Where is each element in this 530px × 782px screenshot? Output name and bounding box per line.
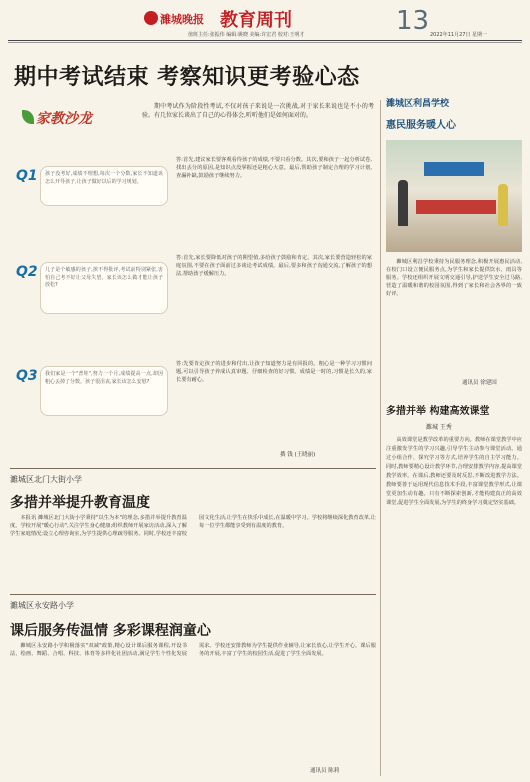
answer-text: 答:首先,家长要降低对孩子的期望值,多给孩子鼓励和肯定。其次,家长要营造轻松的家庭氛围,不要在孩子面前过多谈论考试成绩。最后,要多和孩子沟通交流,了解孩子的想法,帮助孩子缓解压力。 <box>176 255 372 277</box>
page-headline: 期中考试结束 考察知识更考验心态 <box>14 65 360 90</box>
question-card <box>40 262 168 314</box>
right-top-title: 惠民服务暖人心 <box>386 120 456 131</box>
article-b-title: 课后服务传温情 多彩课程润童心 <box>10 623 211 639</box>
question-text: 孩子没考好,成绩不理想,每次一个分数,家长不知道该怎么开导孩子,让孩子做好以后的学习规划。 <box>45 171 163 185</box>
section-title: 教育周刊 <box>220 10 292 31</box>
section-rule <box>10 468 376 469</box>
article-a-district: 濉城区北门大街小学 <box>10 475 82 484</box>
masthead-date: 2022年11月27日 星期一 <box>430 32 488 38</box>
answer-text: 答:先要肯定孩子的进步和付出,让孩子知道努力是有回报的。粗心是一种学习习惯问题,可以引导孩子养成认真审题、仔细检查的好习惯。成绩是一时的,习惯是长久的,家长要有耐心。 <box>176 361 372 383</box>
column-logo-text: 家教沙龙 <box>36 111 92 127</box>
article-c-byline: 濉城 王秀 <box>426 424 452 431</box>
right-top-body: 濉城区利昌学校秉持为民服务理念,积极开展惠民活动,在校门口设立便民服务点,为学生和家长提供饮水、雨具等服务。学校还组织开展文明交通引导,护送学生安全过马路,营造了温暖和谐的校园氛围,得到了家长和社会各界的一致好评。 <box>386 259 522 297</box>
photo-table-icon <box>416 200 496 214</box>
article-c-body: 高效课堂是教学改革的重要方向。教师在课堂教学中应注重激发学生的学习兴趣,引导学生主动参与课堂活动。通过小组合作、探究学习等方式,培养学生的自主学习能力。同时,教师要精心设计教学环节,合理安排教学内容,提高课堂教学效率。在课后,教师还要及时反思,不断改进教学方法。教师要善于运用现代信息技术手段,丰富课堂教学形式,让课堂更加生动有趣。只有不断探索创新,才能构建真正的高效课堂,促进学生全面发展,为学生的终身学习奠定坚实基础。 <box>386 437 522 506</box>
right-top-article <box>386 96 522 396</box>
q-tag: Q3 <box>16 368 38 384</box>
question-text: 我们家是一个"普娃",努力一个月,成绩提高一点,却因粗心丢掉了分数。孩子很沮丧,家长该怎么安慰? <box>45 371 163 385</box>
qa-block-1 <box>10 150 374 240</box>
article-a <box>10 474 376 590</box>
article-c <box>386 402 522 776</box>
masthead <box>140 6 520 36</box>
q-tag: Q2 <box>16 264 38 280</box>
qa-block-2 <box>10 250 374 350</box>
section-rule <box>10 594 376 595</box>
article-b-district: 濉城区永安路小学 <box>10 601 74 610</box>
answer-text: 答:首先,建议家长要客观看待孩子的成绩,不要只看分数。其次,要和孩子一起分析试卷,找出丢分的原因,是知识点没掌握还是粗心大意。最后,帮助孩子制定合理的学习计划,查漏补缺,鼓励孩子继续努力。 <box>176 157 372 179</box>
column-divider <box>380 100 381 776</box>
masthead-rule-2 <box>8 42 522 43</box>
news-photo <box>386 140 522 252</box>
column-logo <box>22 108 118 128</box>
brand-name: 濉城晚报 <box>160 13 204 26</box>
intro-text: 期中考试作为阶段性考试,不仅对孩子来说是一次挑战,对于家长来说也是不小的考验。有几位家长谈出了自己的心得体会,听听他们是如何面对的。 <box>142 103 374 119</box>
page-number: 13 <box>396 6 430 36</box>
right-top-district: 濉城区利昌学校 <box>386 99 450 109</box>
right-top-credit: 通讯员 徐建国 <box>462 380 497 386</box>
article-b <box>10 600 376 776</box>
article-b-credit: 通讯员 陈莉 <box>310 768 340 774</box>
masthead-rule <box>8 40 522 41</box>
question-card <box>40 166 168 206</box>
article-a-body: 本报讯 濉城区北门大街小学秉持"以生为本"的理念,多措并举提升教育温度。学校开展"暖心行动",关注学生身心健康;组织教师开展家访活动,深入了解学生家庭情况;设立心理咨询室,为学生提供心理疏导服务。同时,学校还丰富校园文化生活,让学生在快乐中成长,在温暖中学习。学校将继续深化教育改革,让每一位学生都能享受到有温度的教育。 <box>10 515 376 537</box>
question-text: 儿子是个敏感的孩子,挨不得批评,考试前特别紧张,害怕自己考不好让父母失望。家长该怎么做才能让孩子放松? <box>45 267 163 288</box>
photo-tent-icon <box>424 162 484 176</box>
qa-credit: 撰 钱 (王晓丽) <box>280 452 316 458</box>
masthead-editor: 值班主任:张振伟 编辑:姚晓 美编:许宏君 校对:王明才 <box>188 32 305 38</box>
question-card <box>40 366 168 416</box>
leaf-icon <box>22 110 34 124</box>
article-b-body: 濉城区永安路小学积极落实"双减"政策,精心设计课后服务课程,开设书法、绘画、舞蹈、合唱、科技、体育等多样化社团活动,满足学生个性化发展需求。学校还安排教师为学生提供作业辅导,让家长放心,让学生开心。课后服务的开展,丰富了学生的校园生活,促进了学生全面发展。 <box>10 643 376 657</box>
brand-logo-icon <box>144 11 158 25</box>
article-a-title: 多措并举提升教育温度 <box>10 495 150 511</box>
photo-person-icon <box>498 184 508 226</box>
article-c-title: 多措并举 构建高效课堂 <box>386 406 490 417</box>
q-tag: Q1 <box>16 168 38 184</box>
qa-block-3 <box>10 358 374 458</box>
photo-person-icon <box>398 180 408 226</box>
